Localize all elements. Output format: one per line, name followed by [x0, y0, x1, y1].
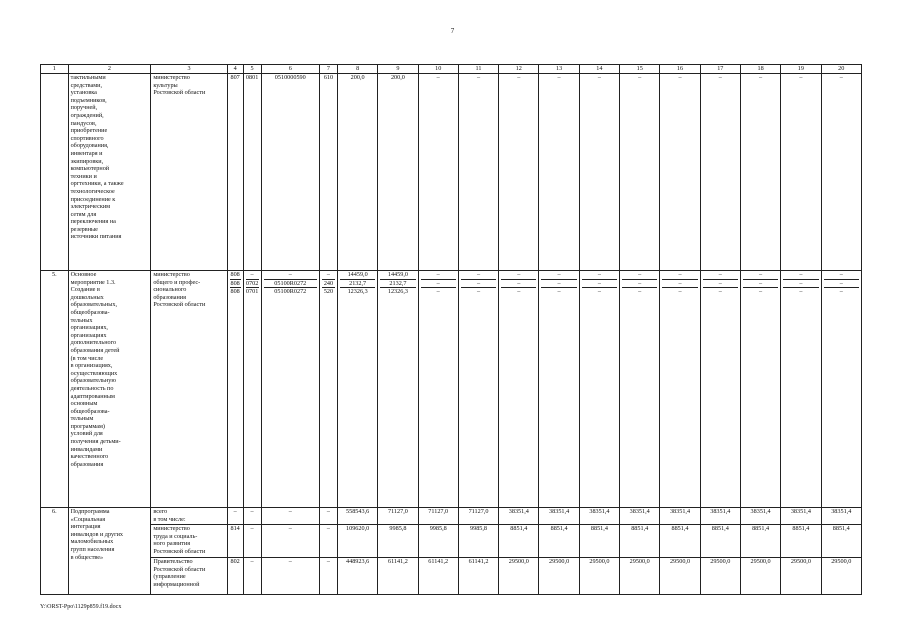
row-number [41, 508, 69, 595]
item-name-line: поручней, [70, 104, 98, 112]
value-cell: 29500,0 [620, 558, 660, 595]
executor [151, 271, 227, 508]
executor [151, 525, 227, 558]
item-name-line: ограждений, [70, 111, 104, 119]
row-number-line: 6. [51, 508, 57, 515]
item-name-line: осуществляющих [70, 369, 118, 377]
table-row [41, 74, 862, 271]
row-number [41, 271, 69, 508]
value-cell: 9985,8 [458, 525, 498, 558]
value-line: – [322, 271, 335, 280]
item-name-line: тельным [70, 415, 94, 423]
value-line: 14459,0 [340, 271, 375, 280]
executor-line: общего и профес- [153, 278, 201, 286]
value-cell: – [227, 508, 243, 525]
item-name-line: пандусов, [70, 119, 97, 127]
item-name-line: тактильными [70, 74, 106, 81]
value-cell: 802 [227, 558, 243, 595]
value-cell: 8851,4 [821, 525, 861, 558]
header-cell: 17 [700, 65, 740, 74]
value-line: – [541, 271, 576, 280]
executor [151, 508, 227, 525]
item-name-line: электрическим [70, 203, 111, 211]
item-name-line: образовательную [70, 377, 116, 385]
value-cell: – [243, 558, 261, 595]
header-cell: 4 [227, 65, 243, 74]
item-name-line: образования [70, 460, 104, 468]
value-line: – [743, 271, 778, 280]
value-cell: – [261, 558, 319, 595]
value-cell: 71127,0 [378, 508, 418, 525]
value-cell: – [319, 525, 337, 558]
value-line: – [662, 271, 697, 280]
header-cell: 5 [243, 65, 261, 74]
item-name-line: инвалидов и других [70, 530, 124, 538]
value-cell [227, 271, 243, 508]
value-cell: 29500,0 [660, 558, 700, 595]
value-cell [458, 271, 498, 508]
value-cell: 8851,4 [499, 525, 539, 558]
item-name-line: качественного [70, 453, 109, 461]
value-line: 0702 [245, 279, 259, 287]
value-line: 05100R0272 [264, 280, 317, 289]
value-cell: 9985,8 [378, 525, 418, 558]
value-line: – [461, 280, 496, 289]
value-line: 520 [323, 288, 334, 296]
value-line: – [421, 271, 456, 280]
value-cell [418, 271, 458, 508]
executor-line: образования [153, 293, 186, 301]
item-name-line: Основное [70, 271, 97, 278]
value-line: 0701 [245, 288, 259, 296]
value-cell: 38351,4 [499, 508, 539, 525]
value-cell: 0510000590 [261, 74, 319, 271]
item-name-line: организациях [70, 331, 107, 339]
item-name-line: инвентаря и [70, 149, 103, 157]
value-cell [243, 271, 261, 508]
item-name-line: подъемников, [70, 96, 107, 104]
value-line: 808 [230, 279, 240, 287]
value-line: – [436, 288, 440, 296]
value-cell: – [319, 558, 337, 595]
value-cell [539, 271, 579, 508]
value-cell: – [821, 74, 861, 271]
item-name-line: мероприятие 1.3. [70, 278, 116, 286]
executor-line: министерство [153, 525, 190, 532]
executor-line: в том числе: [153, 515, 186, 523]
value-line: – [582, 280, 617, 289]
value-line: 12326,3 [347, 288, 368, 296]
value-cell: – [418, 74, 458, 271]
value-cell [821, 271, 861, 508]
value-cell: – [781, 74, 821, 271]
item-name [68, 508, 151, 595]
item-name-line: переключения на [70, 218, 116, 226]
value-cell: – [261, 525, 319, 558]
value-cell [620, 271, 660, 508]
value-cell: 8851,4 [660, 525, 700, 558]
item-name-line: основным [70, 400, 98, 408]
value-line: – [743, 280, 778, 289]
row-number [41, 74, 69, 271]
value-cell: – [243, 525, 261, 558]
value-line: – [246, 271, 259, 280]
value-cell [700, 271, 740, 508]
header-cell: 8 [337, 65, 377, 74]
value-line: – [839, 288, 843, 296]
item-name-line: получения детьми- [70, 438, 121, 446]
value-line: – [824, 271, 859, 280]
item-name-line: спортивного [70, 134, 104, 142]
executor-line: всего [153, 508, 168, 515]
item-name-line: условий для [70, 430, 103, 438]
item-name-line: компьютерной [70, 165, 110, 173]
item-name-line: групп населения [70, 545, 115, 553]
header-cell: 15 [620, 65, 660, 74]
value-cell: 61141,2 [378, 558, 418, 595]
item-name-line: присоединение к [70, 195, 116, 203]
value-cell: 61141,2 [418, 558, 458, 595]
item-name-line: оборудования, [70, 142, 109, 150]
value-cell: 38351,4 [700, 508, 740, 525]
value-line: 808 [230, 288, 240, 296]
item-name-line: образования детей [70, 346, 120, 354]
value-line: – [718, 288, 722, 296]
executor-line: Ростовской области [153, 301, 206, 309]
item-name-line: установка [70, 89, 97, 97]
header-row [41, 65, 862, 74]
value-cell: 29500,0 [781, 558, 821, 595]
value-cell: 29500,0 [499, 558, 539, 595]
item-name-line: маломобильных [70, 538, 114, 546]
value-line: – [501, 280, 536, 289]
row-number-line: 5. [51, 271, 57, 278]
value-cell: 29500,0 [821, 558, 861, 595]
table-row [41, 271, 862, 508]
item-name-line: дополнительного [70, 339, 117, 347]
header-cell: 20 [821, 65, 861, 74]
value-cell: 38351,4 [620, 508, 660, 525]
value-cell: – [243, 508, 261, 525]
page-number: 7 [450, 27, 455, 35]
value-cell: 558543,6 [337, 508, 377, 525]
value-line: – [461, 271, 496, 280]
value-cell: – [660, 74, 700, 271]
header-cell: 10 [418, 65, 458, 74]
item-name-line: (в том числе [70, 354, 104, 362]
item-name-line: тельных [70, 316, 93, 324]
value-cell: – [458, 74, 498, 271]
budget-table [40, 64, 862, 595]
value-cell: 29500,0 [579, 558, 619, 595]
item-name-line: приобретение [70, 127, 108, 135]
value-cell: 9985,8 [418, 525, 458, 558]
executor-line: Ростовской области [153, 547, 206, 555]
value-line: 2132,7 [380, 280, 415, 289]
value-cell [319, 271, 337, 508]
value-cell: 807 [227, 74, 243, 271]
value-cell: 29500,0 [700, 558, 740, 595]
executor [151, 74, 227, 271]
value-cell: 200,0 [337, 74, 377, 271]
value-cell: 8851,4 [700, 525, 740, 558]
value-cell: 814 [227, 525, 243, 558]
executor-line: труда и социаль- [153, 532, 198, 540]
value-line: 808 [230, 271, 240, 278]
item-name-line: программам) [70, 422, 105, 430]
executor-line: сионального [153, 286, 187, 294]
value-line: – [759, 288, 763, 296]
item-name-line: Подпрограмма [70, 508, 110, 515]
value-cell: 109620,0 [337, 525, 377, 558]
header-cell: 7 [319, 65, 337, 74]
value-line: 240 [323, 279, 334, 287]
value-line: 12326,3 [387, 288, 408, 296]
value-line: – [783, 271, 818, 280]
value-cell: 38351,4 [740, 508, 780, 525]
value-cell [499, 271, 539, 508]
value-line: – [622, 280, 657, 289]
item-name-line: технологическое [70, 187, 115, 195]
item-name-line: средствами, [70, 81, 103, 89]
value-line: – [799, 288, 803, 296]
value-cell: 38351,4 [781, 508, 821, 525]
value-cell: 71127,0 [458, 508, 498, 525]
executor [151, 558, 227, 595]
value-line: 14459,0 [380, 271, 415, 280]
value-line: – [783, 280, 818, 289]
item-name-line: оргтехники, а также [70, 180, 124, 188]
value-cell: – [261, 508, 319, 525]
value-line: – [557, 288, 561, 296]
value-cell: 38351,4 [539, 508, 579, 525]
header-cell: 18 [740, 65, 780, 74]
header-cell: 3 [151, 65, 227, 74]
value-line: – [517, 288, 521, 296]
item-name [68, 74, 151, 271]
value-cell: 38351,4 [579, 508, 619, 525]
value-cell: 29500,0 [740, 558, 780, 595]
value-line: – [421, 280, 456, 289]
value-cell: 8851,4 [740, 525, 780, 558]
item-name-line: техники и [70, 172, 97, 180]
value-cell: 200,0 [378, 74, 418, 271]
value-line: 05100R0272 [274, 288, 307, 296]
header-cell: 16 [660, 65, 700, 74]
header-cell: 14 [579, 65, 619, 74]
item-name-line: дошкольных [70, 293, 104, 301]
item-name-line: адаптированным [70, 392, 115, 400]
executor-line: (управление [153, 573, 186, 581]
value-cell [740, 271, 780, 508]
value-line: – [264, 271, 317, 280]
footer-path: Y:\ORST-Ppo\1129p859.f19.docx [40, 604, 122, 610]
value-cell [261, 271, 319, 508]
header-cell: 13 [539, 65, 579, 74]
item-name-line: резервные [70, 225, 98, 233]
value-line: – [678, 288, 682, 296]
header-cell: 11 [458, 65, 498, 74]
value-line: – [476, 288, 481, 296]
executor-line: Правительство [153, 558, 193, 565]
value-cell: – [700, 74, 740, 271]
executor-line: информационной [153, 580, 200, 588]
value-cell [579, 271, 619, 508]
value-line: – [638, 288, 642, 296]
item-name-line: в организациях, [70, 362, 113, 370]
item-name-line: общеобразова- [70, 308, 110, 316]
table-row [41, 525, 862, 558]
value-cell: – [579, 74, 619, 271]
value-cell: – [620, 74, 660, 271]
value-line: 2132,7 [340, 280, 375, 289]
executor-line: министерство [153, 74, 190, 81]
value-cell: 71127,0 [418, 508, 458, 525]
value-cell: 38351,4 [660, 508, 700, 525]
item-name-line: общеобразова- [70, 407, 110, 415]
value-line: – [662, 280, 697, 289]
item-name-line: интеграция [70, 523, 101, 531]
item-name-line: источники питания [70, 233, 122, 241]
executor-line: Ростовской области [153, 565, 206, 573]
value-line: – [582, 271, 617, 280]
value-cell: 8851,4 [539, 525, 579, 558]
value-cell: 610 [319, 74, 337, 271]
value-line: – [703, 271, 738, 280]
header-cell: 6 [261, 65, 319, 74]
header-cell: 19 [781, 65, 821, 74]
executor-line: Ростовской области [153, 89, 206, 97]
table-row [41, 508, 862, 525]
header-cell: 1 [41, 65, 69, 74]
value-cell [660, 271, 700, 508]
value-line: – [824, 280, 859, 289]
item-name-line: экипировки, [70, 157, 104, 165]
value-line: – [501, 271, 536, 280]
item-name-line: инвалидами [70, 445, 103, 453]
value-line: – [622, 271, 657, 280]
header-cell: 12 [499, 65, 539, 74]
item-name [68, 271, 151, 508]
item-name-line: организациях, [70, 324, 108, 332]
table-row [41, 558, 862, 595]
item-name-line: образовательных, [70, 301, 118, 309]
value-line: – [597, 288, 601, 296]
value-cell: 448923,6 [337, 558, 377, 595]
value-cell: 61141,2 [458, 558, 498, 595]
value-cell: 8851,4 [620, 525, 660, 558]
item-name-line: сетям для [70, 210, 97, 218]
value-cell: 8851,4 [781, 525, 821, 558]
header-cell: 2 [68, 65, 151, 74]
item-name-line: деятельность по [70, 384, 114, 392]
value-cell [378, 271, 418, 508]
value-cell [337, 271, 377, 508]
item-name-line: «Социальная [70, 515, 106, 523]
value-line: – [541, 280, 576, 289]
value-cell: – [499, 74, 539, 271]
value-cell: – [539, 74, 579, 271]
executor-line: культуры [153, 81, 178, 89]
value-line: – [703, 280, 738, 289]
header-cell: 9 [378, 65, 418, 74]
value-cell: 0801 [243, 74, 261, 271]
value-cell: – [319, 508, 337, 525]
item-name-line: Создание в [70, 286, 100, 294]
value-cell: 29500,0 [539, 558, 579, 595]
executor-line: ного развития [153, 540, 191, 548]
value-cell: 8851,4 [579, 525, 619, 558]
executor-line: министерство [153, 271, 190, 278]
value-cell [781, 271, 821, 508]
item-name-line: в обществе» [70, 553, 104, 561]
value-cell: – [740, 74, 780, 271]
value-cell: 38351,4 [821, 508, 861, 525]
